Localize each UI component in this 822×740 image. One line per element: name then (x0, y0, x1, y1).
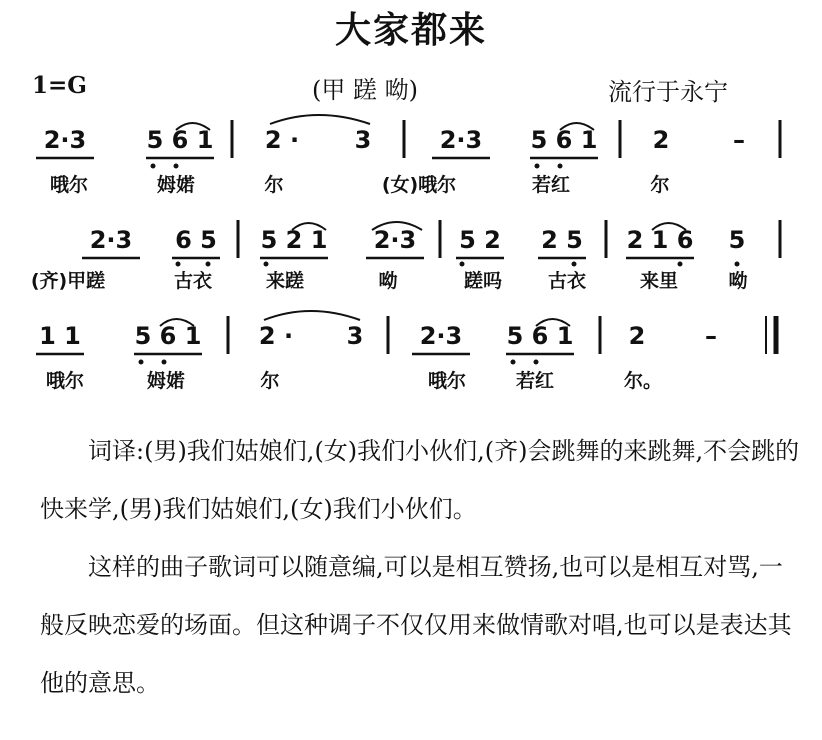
note-group: 3 (354, 126, 372, 154)
note-group: 3 (346, 322, 364, 350)
note-group: 5 6 1 (530, 126, 598, 154)
lyric: 姆婼 (156, 174, 195, 196)
lyric: 古衣 (547, 270, 586, 292)
slur (264, 311, 360, 320)
octave-dot (558, 164, 563, 169)
note-group: – (733, 126, 745, 154)
origin-label: 流行于永宁 (608, 78, 728, 106)
note-group: 6 5 (175, 226, 217, 254)
note-group: 2 5 (541, 226, 583, 254)
lyric: (齐)甲蹉 (30, 270, 106, 292)
lyric: 若红 (515, 370, 554, 392)
octave-dot (162, 360, 167, 365)
note-group: 2·3 (419, 322, 463, 350)
note-group: 2 · (258, 322, 294, 350)
lyric: (女)哦尔 (381, 174, 457, 196)
lyric: 哦尔 (49, 174, 88, 196)
key-signature: 1=G (32, 72, 87, 99)
lyric: 哦尔 (427, 370, 466, 392)
octave-dot (151, 164, 156, 169)
octave-dot (535, 164, 540, 169)
lyric: 尔 (260, 370, 280, 392)
song-title: 大家都来 (334, 10, 487, 51)
lyric: 尔 (650, 174, 670, 196)
translation-paragraph: 词译:(男)我们姑娘们,(女)我们小伙们,(齐)会跳舞的来跳舞,不会跳的快来学,(男)我们姑娘们,(女)我们小伙们。 (40, 437, 800, 523)
lyric: 来里 (639, 270, 678, 292)
lyric: 尔。 (623, 370, 662, 392)
note-group: 5 2 1 (260, 226, 328, 254)
lyric: 呦 (728, 270, 748, 292)
lyric: 古衣 (173, 270, 212, 292)
lyric: 姆婼 (146, 370, 185, 392)
note-group: 5 6 1 (506, 322, 574, 350)
note-group: 5 2 (459, 226, 501, 254)
note-group: 2·3 (43, 126, 87, 154)
note-group: 2·3 (439, 126, 483, 154)
slur (270, 115, 370, 124)
note-group: 2·3 (89, 226, 133, 254)
explanation-paragraph: 这样的曲子歌词可以随意编,可以是相互赞扬,也可以是相互对骂,一般反映恋爱的场面。但这种调子不仅仅用来做情歌对唱,也可以是表达其他的意思。 (40, 553, 792, 697)
note-group: 2 1 6 (626, 226, 694, 254)
note-group: 5 6 1 (146, 126, 214, 154)
note-group: – (705, 322, 717, 350)
lyric: 呦 (378, 270, 398, 292)
note-group: 2 (652, 126, 670, 154)
octave-dot (174, 164, 179, 169)
note-group: 2 (628, 322, 646, 350)
note-group: 5 (728, 226, 746, 254)
lyric: 哦尔 (45, 370, 84, 392)
lyric: 蹉吗 (463, 270, 502, 292)
lyric: 若红 (531, 174, 570, 196)
note-group: 2·3 (373, 226, 417, 254)
lyric: 尔 (264, 174, 284, 196)
octave-dot (511, 360, 516, 365)
lyric: 来蹉 (265, 270, 304, 292)
note-group: 2 · (264, 126, 300, 154)
note-group: 1 1 (39, 322, 81, 350)
genre-label: (甲 蹉 呦) (312, 76, 418, 104)
octave-dot (534, 360, 539, 365)
octave-dot (139, 360, 144, 365)
note-group: 5 6 1 (134, 322, 202, 350)
